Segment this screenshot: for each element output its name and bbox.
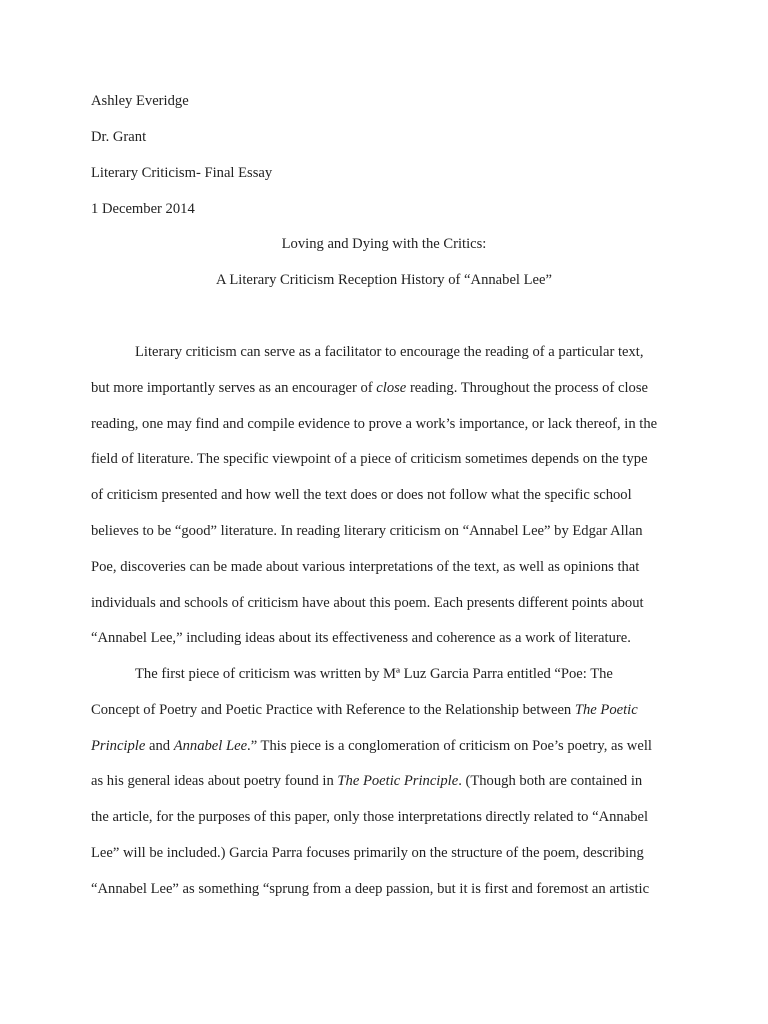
paragraph-line: of criticism presented and how well the text does or does not follow what the specific school — [91, 487, 632, 503]
text-run: . (Though both are contained in — [458, 773, 643, 789]
emphasis-text: Annabel Lee — [173, 738, 248, 754]
paragraph-line: Poe, discoveries can be made about various interpretations of the text, as well as opinions that — [91, 559, 640, 575]
emphasis-text: Principle — [91, 738, 146, 754]
text-run: as his general ideas about poetry found in — [91, 773, 338, 789]
text-run: but more importantly serves as an encourager of — [91, 380, 377, 396]
instructor-name: Dr. Grant — [91, 129, 147, 145]
paragraph-line: Lee” will be included.) Garcia Parra focuses primarily on the structure of the poem, describing — [91, 845, 644, 861]
emphasis-text: close — [376, 380, 407, 396]
paragraph-line: field of literature. The specific viewpoint of a piece of criticism sometimes depends on the type — [91, 451, 648, 467]
paragraph-line: “Annabel Lee” as something “sprung from a deep passion, but it is first and foremost an artistic — [91, 881, 650, 897]
paragraph-line — [91, 737, 652, 755]
paragraph-line — [91, 379, 648, 397]
paragraph-line — [91, 772, 642, 790]
text-run: Concept of Poetry and Poetic Practice with Reference to the Relationship between — [91, 702, 575, 718]
essay-title: Loving and Dying with the Critics: — [281, 236, 487, 252]
paragraph-line: The first piece of criticism was written by Mª Luz Garcia Parra entitled “Poe: The — [135, 666, 613, 682]
author-name: Ashley Everidge — [91, 93, 189, 109]
paragraph-line: the article, for the purposes of this paper, only those interpretations directly related to “Annabel — [91, 809, 649, 825]
paragraph-line: Literary criticism can serve as a facilitator to encourage the reading of a particular text, — [135, 344, 644, 360]
emphasis-text: The Poetic — [574, 702, 638, 718]
paragraph-line: reading, one may find and compile evidence to prove a work’s importance, or lack thereof, in the — [91, 416, 658, 432]
paragraph-line: individuals and schools of criticism have about this poem. Each presents different points about — [91, 595, 644, 611]
text-run: reading. Throughout the process of close — [406, 380, 648, 396]
course-title: Literary Criticism- Final Essay — [91, 165, 273, 181]
essay-date: 1 December 2014 — [91, 201, 195, 217]
text-run: .” This piece is a conglomeration of criticism on Poe’s poetry, as well — [247, 738, 652, 754]
paragraph-line — [91, 701, 638, 719]
text-run: and — [145, 738, 174, 754]
paragraph-line: “Annabel Lee,” including ideas about its effectiveness and coherence as a work of literature. — [91, 630, 631, 646]
paragraph-line: believes to be “good” literature. In reading literary criticism on “Annabel Lee” by Edgar Allan — [91, 523, 643, 539]
essay-subtitle: A Literary Criticism Reception History of “Annabel Lee” — [216, 272, 552, 288]
emphasis-text: The Poetic Principle — [337, 773, 459, 789]
